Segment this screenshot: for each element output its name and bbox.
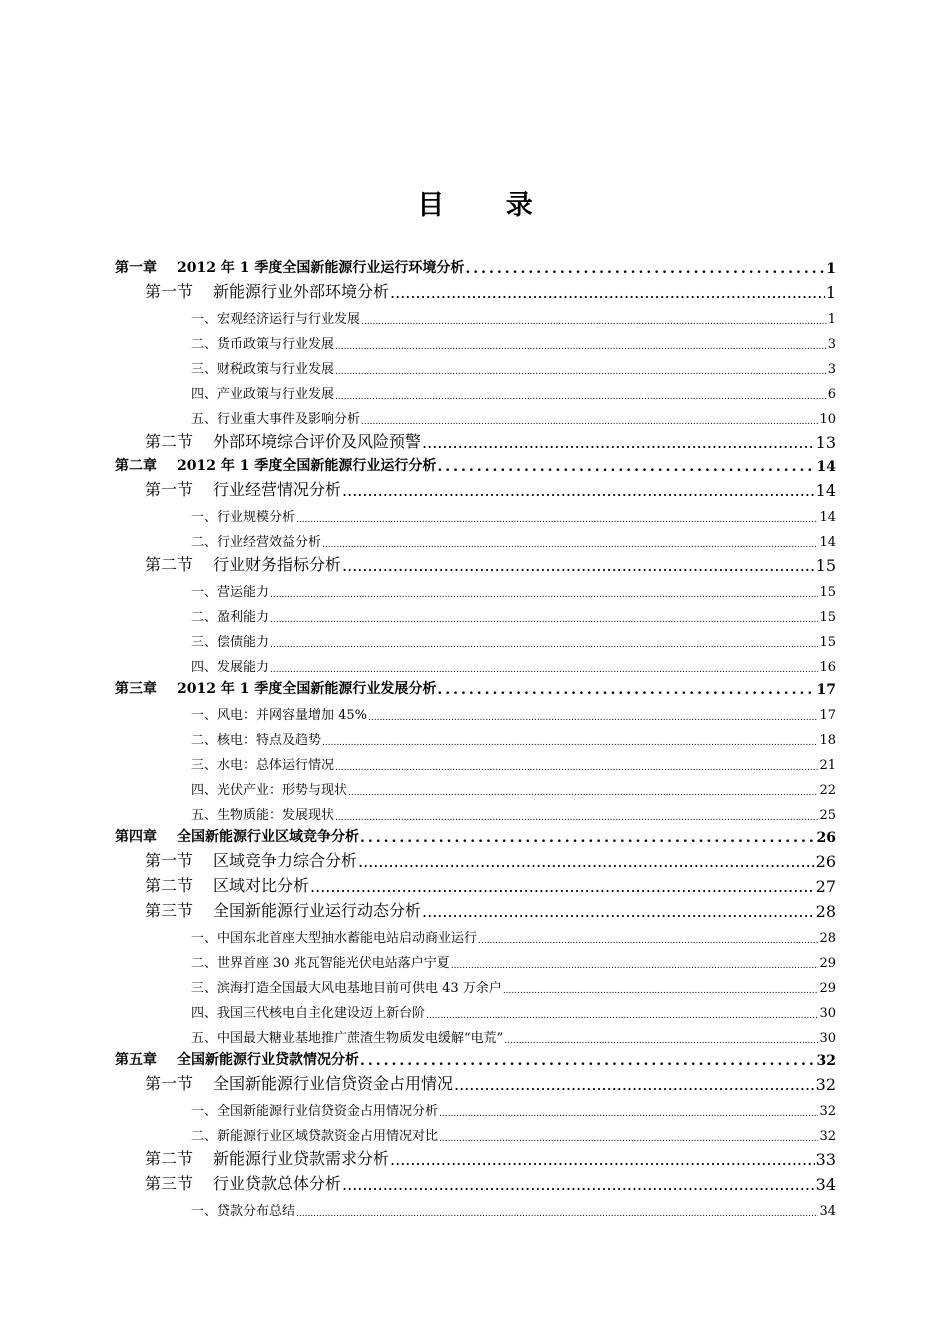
toc-entry-text: 一、营运能力 [191,585,270,600]
toc-entry-page: 32 [819,1129,836,1144]
toc-entry-text: 五、中国最大糖业基地推广蔗渣生物质发电缓解“电荒” [191,1031,504,1046]
toc-entry-item[interactable] [115,625,836,650]
toc-entry-page: 28 [815,902,836,921]
toc-entry-item[interactable] [115,996,836,1021]
toc-entry-number: 第三章 [115,681,157,697]
toc-entry-page: 27 [815,877,836,896]
dot-leader [504,1036,818,1046]
toc-entry-item[interactable] [115,1094,836,1119]
toc-entry-page: 6 [827,387,836,402]
toc-entry-item[interactable] [115,1194,836,1219]
toc-entry-label [145,848,357,871]
dot-leader [342,1175,815,1194]
dot-leader [296,1209,818,1219]
toc-entry-item[interactable] [115,921,836,946]
toc-entry-page: 14 [819,535,836,550]
toc-entry-page: 1 [827,312,836,327]
toc-entry-label [191,1027,503,1046]
dot-leader [342,481,815,500]
toc-entry-number: 第一节 [145,480,194,499]
toc-entry-text: 三、财税政策与行业发展 [191,362,335,377]
toc-entry-label [191,408,360,427]
dot-leader [270,590,818,600]
toc-entry-page: 26 [815,852,836,871]
toc-entry-text: 2012 年 1 季度全国新能源行业运行分析 [177,458,437,474]
toc-entry-chapter[interactable] [115,254,836,277]
toc-entry-label [145,477,341,500]
dot-leader [310,877,815,896]
toc-entry-page: 14 [816,459,836,475]
toc-entry-item[interactable] [115,402,836,427]
toc-entry-text: 全国新能源行业信贷资金占用情况 [213,1074,454,1093]
toc-entry-page: 30 [819,1031,836,1046]
dot-leader [437,682,815,698]
toc-entry-item[interactable] [115,946,836,971]
toc-entry-label [115,257,464,277]
dot-leader [390,1150,815,1169]
dot-leader [451,961,819,971]
dot-leader [322,738,818,748]
toc-entry-page: 30 [819,1006,836,1021]
toc-entry-text: 二、核电：特点及趋势 [191,733,322,748]
toc-entry-label [115,826,359,846]
toc-entry-page: 3 [827,362,836,377]
toc-entry-section[interactable] [115,896,836,921]
toc-entry-number: 第一节 [145,282,194,301]
dot-leader [465,261,825,277]
toc-entry-page: 15 [815,556,836,575]
toc-entry-section[interactable] [115,475,836,500]
toc-entry-page: 32 [815,1075,836,1094]
toc-entry-text: 行业财务指标分析 [213,555,342,574]
toc-entry-item[interactable] [115,971,836,996]
toc-entry-text: 五、行业重大事件及影响分析 [191,412,361,427]
toc-entry-section[interactable] [115,846,836,871]
toc-entry-page: 1 [825,283,836,302]
toc-entry-label [191,308,360,327]
toc-entry-text: 一、行业规模分析 [191,510,296,525]
toc-entry-chapter[interactable] [115,452,836,475]
toc-entry-number: 第三节 [145,901,194,920]
toc-entry-text: 行业贷款总体分析 [213,1174,342,1193]
dot-leader [360,1053,816,1069]
toc-entry-label [191,779,347,798]
toc-entry-number: 第五章 [115,1052,157,1068]
toc-entry-page: 28 [819,931,836,946]
toc-entry-text: 四、光伏产业：形势与现状 [191,783,348,798]
dot-leader [503,986,819,996]
toc-entry-number: 第二节 [145,432,194,451]
toc-entry-section[interactable] [115,1144,836,1169]
toc-entry-text: 一、中国东北首座大型抽水蓄能电站启动商业运行 [191,931,478,946]
toc-entry-number: 第一节 [145,1074,194,1093]
dot-leader [322,540,818,550]
toc-entry-text: 区域竞争力综合分析 [213,851,358,870]
toc-entry-text: 新能源行业外部环境分析 [213,282,390,301]
toc-entry-number: 第二节 [145,1149,194,1168]
toc-entry-text: 三、水电：总体运行情况 [191,758,335,773]
toc-entry-label [191,704,367,723]
toc-entry-label [191,383,334,402]
toc-entry-page: 21 [819,758,836,773]
toc-entry-text: 二、世界首座 30 兆瓦智能光伏电站落户宁夏 [191,956,450,971]
dot-leader [358,852,815,871]
toc-entry-section[interactable] [115,550,836,575]
toc-entry-label [191,581,269,600]
toc-entry-section[interactable] [115,277,836,302]
toc-entry-label [115,678,436,698]
toc-entry-page: 13 [815,433,836,452]
dot-leader [454,1075,815,1094]
toc-entry-page: 15 [819,585,836,600]
toc-entry-text: 二、行业经营效益分析 [191,535,322,550]
toc-entry-label [191,1002,425,1021]
toc-entry-label [191,754,334,773]
toc-entry-page: 15 [819,610,836,625]
toc-entry-label [145,898,421,921]
dot-leader [361,317,827,327]
dot-leader [335,813,818,823]
toc-entry-label [145,1171,341,1194]
toc-entry-page: 14 [815,481,836,500]
toc-entry-item[interactable] [115,650,836,675]
toc-entry-text: 三、偿债能力 [191,635,270,650]
toc-entry-text: 外部环境综合评价及风险预警 [213,432,422,451]
toc-entry-text: 二、盈利能力 [191,610,270,625]
toc-entry-item[interactable] [115,500,836,525]
toc-entry-item[interactable] [115,773,836,798]
toc-entry-page: 29 [819,956,836,971]
toc-entry-text: 四、我国三代核电自主化建设迈上新台阶 [191,1006,426,1021]
toc-entry-label [191,506,295,525]
dot-leader [426,1011,818,1021]
table-of-contents [115,254,836,1219]
toc-entry-label [191,606,269,625]
toc-entry-page: 34 [815,1175,836,1194]
dot-leader [270,615,818,625]
toc-entry-text: 一、全国新能源行业信贷资金占用情况分析 [191,1104,439,1119]
toc-entry-label [191,1200,295,1219]
toc-entry-section[interactable] [115,871,836,896]
toc-entry-label [145,873,309,896]
toc-entry-label [115,1049,359,1069]
toc-entry-text: 新能源行业贷款需求分析 [213,1149,390,1168]
toc-entry-chapter[interactable] [115,823,836,846]
toc-entry-number: 第二节 [145,876,194,895]
toc-entry-number: 第四章 [115,829,157,845]
toc-entry-number: 第一章 [115,260,157,276]
toc-entry-label [145,279,389,302]
toc-entry-item[interactable] [115,798,836,823]
toc-entry-label [191,1125,438,1144]
dot-leader [270,640,818,650]
toc-entry-page: 29 [819,981,836,996]
toc-entry-text: 一、宏观经济运行与行业发展 [191,312,361,327]
toc-entry-text: 四、产业政策与行业发展 [191,387,335,402]
toc-entry-text: 2012 年 1 季度全国新能源行业运行环境分析 [177,260,465,276]
toc-entry-chapter[interactable] [115,1046,836,1069]
toc-entry-text: 2012 年 1 季度全国新能源行业发展分析 [177,681,437,697]
toc-entry-number: 第二节 [145,555,194,574]
toc-entry-text: 行业经营情况分析 [213,480,342,499]
toc-entry-page: 32 [816,1053,836,1069]
toc-entry-item[interactable] [115,377,836,402]
toc-entry-label [115,455,436,475]
toc-entry-label [191,927,477,946]
toc-entry-label [145,1071,453,1094]
toc-entry-label [145,552,341,575]
toc-entry-label [191,952,450,971]
toc-entry-page: 33 [815,1150,836,1169]
toc-entry-page: 25 [819,808,836,823]
toc-entry-page: 15 [819,635,836,650]
toc-entry-page: 34 [819,1204,836,1219]
toc-entry-item[interactable] [115,723,836,748]
toc-entry-number: 第二章 [115,458,157,474]
toc-entry-text: 四、发展能力 [191,660,270,675]
toc-entry-label [191,333,334,352]
dot-leader [437,459,815,475]
dot-leader [368,713,818,723]
toc-entry-label [145,429,421,452]
toc-entry-text: 全国新能源行业区域竞争分析 [177,829,359,845]
toc-entry-label [191,631,269,650]
dot-leader [342,556,815,575]
dot-leader [270,665,818,675]
dot-leader [360,830,816,846]
dot-leader [478,936,818,946]
toc-entry-page: 10 [819,412,836,427]
toc-entry-page: 22 [819,783,836,798]
dot-leader [296,515,818,525]
toc-entry-item[interactable] [115,1021,836,1046]
toc-entry-section[interactable] [115,1169,836,1194]
toc-entry-page: 32 [819,1104,836,1119]
toc-entry-text: 全国新能源行业贷款情况分析 [177,1052,359,1068]
dot-leader [335,392,827,402]
dot-leader [335,367,827,377]
toc-entry-item[interactable] [115,698,836,723]
toc-entry-item[interactable] [115,525,836,550]
toc-entry-item[interactable] [115,352,836,377]
dot-leader [335,763,818,773]
dot-leader [348,788,818,798]
toc-entry-text: 一、贷款分布总结 [191,1204,296,1219]
toc-entry-item[interactable] [115,748,836,773]
toc-entry-page: 18 [819,733,836,748]
toc-entry-page: 1 [826,261,836,277]
toc-entry-label [191,656,269,675]
toc-entry-text: 五、生物质能：发展现状 [191,808,335,823]
toc-entry-label [191,977,502,996]
dot-leader [422,902,815,921]
toc-entry-page: 14 [819,510,836,525]
toc-entry-page: 17 [819,708,836,723]
dot-leader [335,342,827,352]
toc-entry-text: 全国新能源行业运行动态分析 [213,901,422,920]
toc-entry-item[interactable] [115,327,836,352]
toc-entry-number: 第一节 [145,851,194,870]
toc-entry-chapter[interactable] [115,675,836,698]
toc-entry-label [191,358,334,377]
toc-entry-page: 16 [819,660,836,675]
dot-leader [422,433,815,452]
dot-leader [439,1134,818,1144]
toc-entry-text: 二、货币政策与行业发展 [191,337,335,352]
toc-entry-item[interactable] [115,302,836,327]
toc-entry-item[interactable] [115,600,836,625]
toc-entry-label [191,1100,438,1119]
toc-entry-text: 二、新能源行业区域贷款资金占用情况对比 [191,1129,439,1144]
dot-leader [439,1109,818,1119]
toc-title: 目 录 [417,190,559,221]
toc-entry-number: 第三节 [145,1174,194,1193]
toc-entry-page: 17 [816,682,836,698]
toc-entry-item[interactable] [115,575,836,600]
toc-entry-section[interactable] [115,1069,836,1094]
toc-entry-text: 区域对比分析 [213,876,310,895]
toc-entry-label [191,729,321,748]
toc-entry-label [191,531,321,550]
toc-entry-item[interactable] [115,1119,836,1144]
toc-entry-text: 一、风电：并网容量增加 45% [191,708,368,723]
toc-entry-page: 26 [816,830,836,846]
toc-entry-section[interactable] [115,427,836,452]
dot-leader [390,283,825,302]
dot-leader [361,417,818,427]
toc-entry-text: 三、滨海打造全国最大风电基地目前可供电 43 万余户 [191,981,502,996]
toc-entry-label [145,1146,389,1169]
toc-entry-page: 3 [827,337,836,352]
toc-entry-label [191,804,334,823]
